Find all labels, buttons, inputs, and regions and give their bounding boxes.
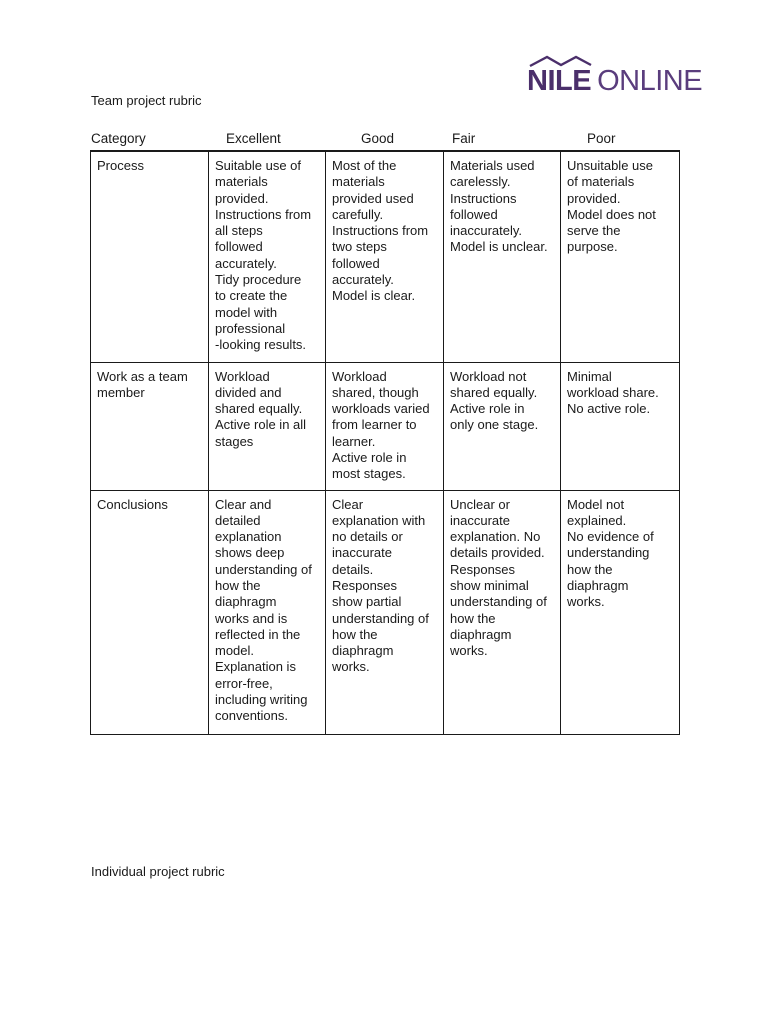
fair-cell: Unclear or inaccurate explanation. No details provided. Responses show minimal understanding of how the diaphragm works. bbox=[444, 490, 561, 734]
poor-cell: Minimal workload share. No active role. bbox=[561, 362, 680, 490]
table-row bbox=[91, 151, 680, 362]
header-category: Category bbox=[91, 131, 146, 146]
rubric-header-row bbox=[0, 131, 768, 147]
poor-cell: Unsuitable use of materials provided. Model does not serve the purpose. bbox=[561, 151, 680, 362]
table-row bbox=[91, 362, 680, 490]
excellent-cell: Suitable use of materials provided. Instructions from all steps followed accurately. Tidy procedure to create the model with professional -looking results. bbox=[209, 151, 326, 362]
excellent-cell: Workload divided and shared equally. Active role in all stages bbox=[209, 362, 326, 490]
nile-online-logo bbox=[527, 55, 703, 97]
category-cell: Process bbox=[91, 151, 209, 362]
category-cell: Conclusions bbox=[91, 490, 209, 734]
category-cell: Work as a team member bbox=[91, 362, 209, 490]
good-cell: Workload shared, though workloads varied from learner to learner. Active role in most stages. bbox=[326, 362, 444, 490]
table-row bbox=[91, 490, 680, 734]
header-poor: Poor bbox=[587, 131, 616, 146]
page-title: Team project rubric bbox=[91, 93, 202, 108]
logo-strong-text: NILE bbox=[527, 65, 592, 97]
logo-text bbox=[527, 66, 702, 96]
header-excellent: Excellent bbox=[226, 131, 281, 146]
logo-light-text: ONLINE bbox=[597, 65, 703, 97]
fair-cell: Workload not shared equally. Active role in only one stage. bbox=[444, 362, 561, 490]
header-good: Good bbox=[361, 131, 395, 146]
poor-cell: Model not explained. No evidence of understanding how the diaphragm works. bbox=[561, 490, 680, 734]
header-fair: Fair bbox=[452, 131, 476, 146]
rubric-table bbox=[90, 150, 680, 735]
excellent-cell: Clear and detailed explanation shows deep understanding of how the diaphragm works and is reflected in the model. Explanation is error-free, including writing conventions. bbox=[209, 490, 326, 734]
good-cell: Most of the materials provided used carefully. Instructions from two steps followed accurately. Model is clear. bbox=[326, 151, 444, 362]
fair-cell: Materials used carelessly. Instructions followed inaccurately. Model is unclear. bbox=[444, 151, 561, 362]
section-title: Individual project rubric bbox=[91, 864, 225, 879]
good-cell: Clear explanation with no details or inaccurate details. Responses show partial understanding of how the diaphragm works. bbox=[326, 490, 444, 734]
